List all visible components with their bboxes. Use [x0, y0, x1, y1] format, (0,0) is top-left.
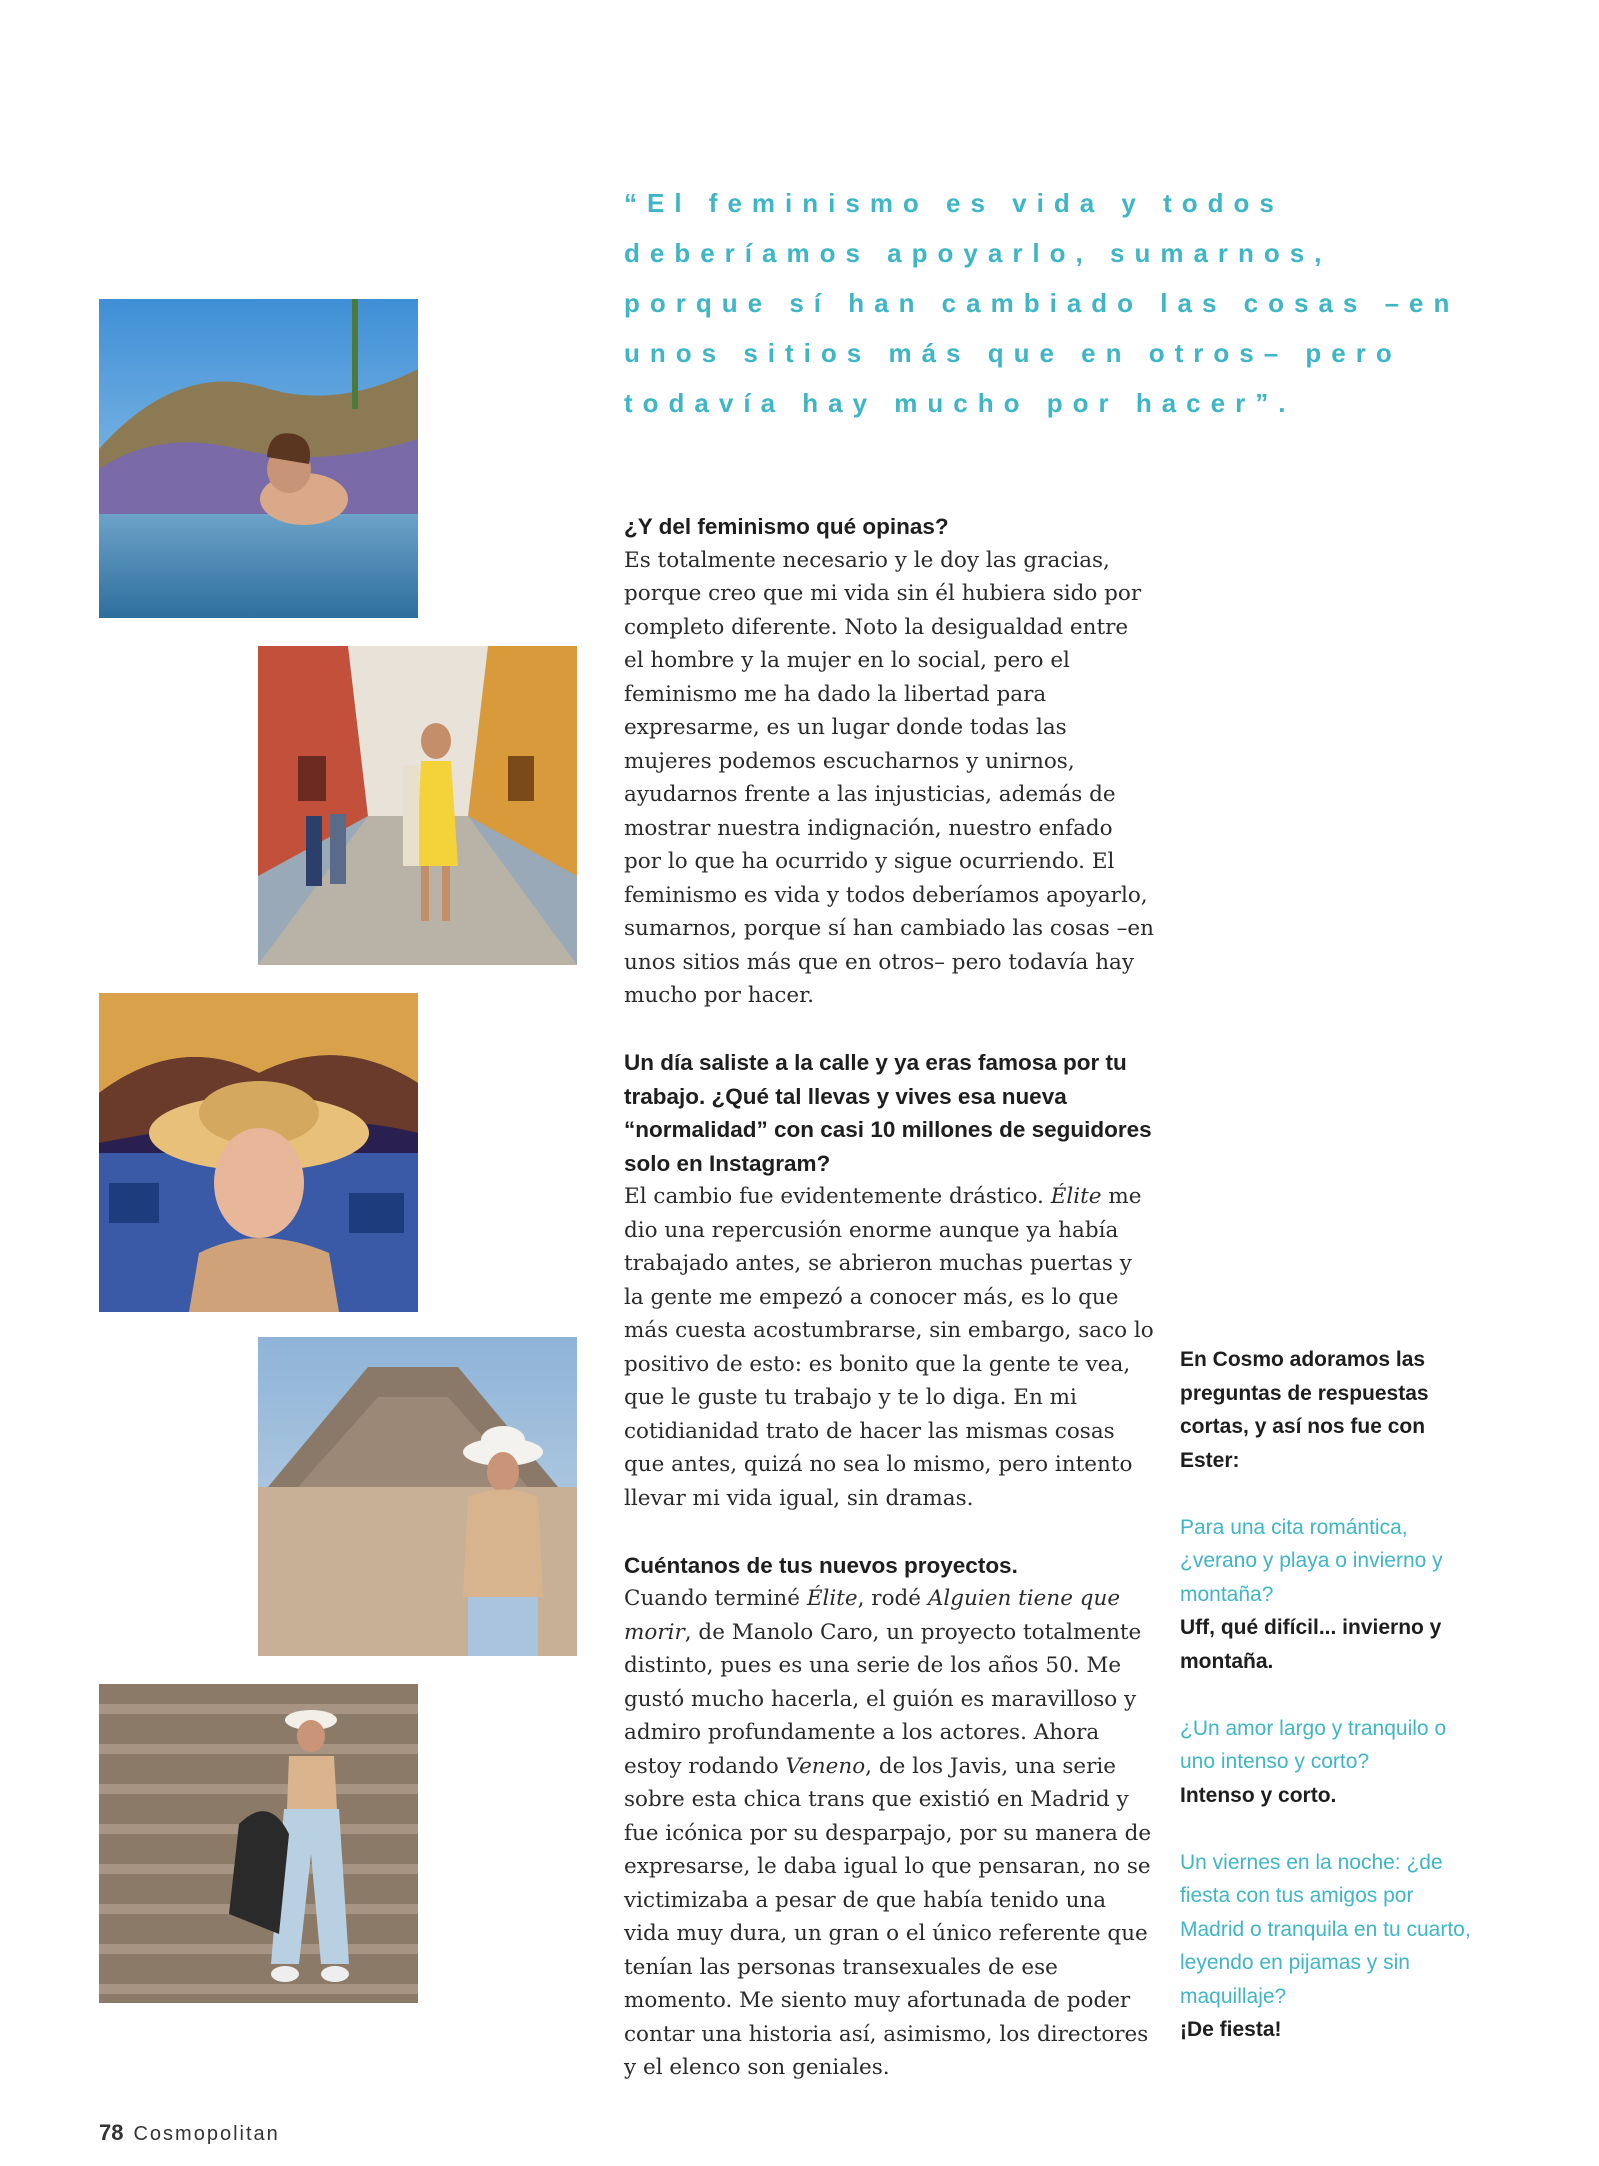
sidebar-question: ¿Un amor largo y tranquilo o uno intenso y corto? [1180, 1716, 1447, 1773]
section-projects [624, 1549, 1154, 2085]
sidebar-answer: Intenso y corto. [1180, 1783, 1337, 1807]
magazine-name: Cosmopolitan [133, 2123, 280, 2145]
photo-pyramid-hat [258, 1337, 577, 1656]
article-body [624, 510, 1154, 2085]
page-number: 78 [99, 2120, 124, 2145]
answer-paragraph: Cuando terminé Élite, rodé Alguien tiene que morir, de Manolo Caro, un proyecto totalmente distinto, pues es una serie de los años 50. Me gustó mucho hacerla, el guión es maravilloso y admiro profundamente a los actores. Ahora estoy rodando Veneno, de los Javis, una serie sobre esta chica trans que existió en Madrid y fue icónica por su desparpajo, por su manera de expresarse, le daba igual lo que pensaran, no se victimizaba a pesar de que había tenido una vida muy dura, un gran o el único referente que tenían las personas transexuales de ese momento. Me siento muy afortunada de poder contar una historia así, asimismo, los directores y el elenco son geniales. [624, 1586, 1152, 2080]
sidebar-question: Para una cita romántica, ¿verano y playa o invierno y montaña? [1180, 1515, 1443, 1606]
question-heading: Cuéntanos de tus nuevos proyectos. [624, 1552, 1018, 1578]
section-feminism [624, 510, 1154, 1013]
sidebar-answer: ¡De fiesta! [1180, 2018, 1282, 2041]
photo-pyramid-steps [99, 1684, 418, 2003]
sidebar-answer: Uff, qué difícil... invierno y montaña. [1180, 1616, 1442, 1673]
photo-cave-hat [99, 993, 418, 1312]
page-footer [99, 2120, 280, 2146]
photo-hot-spring [99, 299, 418, 618]
section-fame [624, 1046, 1154, 1515]
pull-quote: “El feminismo es vida y todos deberíamos apoyarlo, sumarnos, porque sí han cambiado las cosas –en unos sitios más que en otros– pero todavía hay mucho por hacer”. [624, 188, 1460, 418]
answer-paragraph: Es totalmente necesario y le doy las gracias, porque creo que mi vida sin él hubiera sido por completo diferente. Noto la desigualdad entre el hombre y la mujer en lo social, pero el feminismo me ha dado la libertad para expresarme, es un lugar donde todas las mujeres podemos escucharnos y unirnos, ayudarnos frente a las injusticias, además de mostrar nuestra indignación, nuestro enfado por lo que ha ocurrido y sigue ocurriendo. El feminismo es vida y todos deberíamos apoyarlo, sumarnos, porque sí han cambiado las cosas –en unos sitios más que en otros– pero todavía hay mucho por hacer. [624, 547, 1154, 1008]
quick-questions-sidebar [1180, 1343, 1480, 2047]
sidebar-question: Un viernes en la noche: ¿de fiesta con tus amigos por Madrid o tranquila en tu cuarto, leyendo en pijamas y sin maquillaje? [1180, 1850, 1471, 2008]
answer-paragraph: El cambio fue evidentemente drástico. Élite me dio una repercusión enorme aunque ya había trabajado antes, se abrieron muchas puertas y la gente me empezó a conocer más, es lo que más cuesta acostumbrarse, sin embargo, saco lo positivo de esto: es bonito que la gente te vea, que le guste tu trabajo y te lo diga. En mi cotidianidad trato de hacer las mismas cosas que antes, quizá no sea lo mismo, pero intento llevar mi vida igual, sin dramas. [624, 1184, 1154, 1511]
question-heading: Un día saliste a la calle y ya eras famosa por tu trabajo. ¿Qué tal llevas y vives esa nueva “normalidad” con casi 10 millones de seguidores solo en Instagram? [624, 1050, 1152, 1176]
question-heading: ¿Y del feminismo qué opinas? [624, 514, 949, 539]
sidebar-intro: En Cosmo adoramos las preguntas de respuestas cortas, y así nos fue con Ester: [1180, 1348, 1429, 1472]
photo-street [258, 646, 577, 965]
